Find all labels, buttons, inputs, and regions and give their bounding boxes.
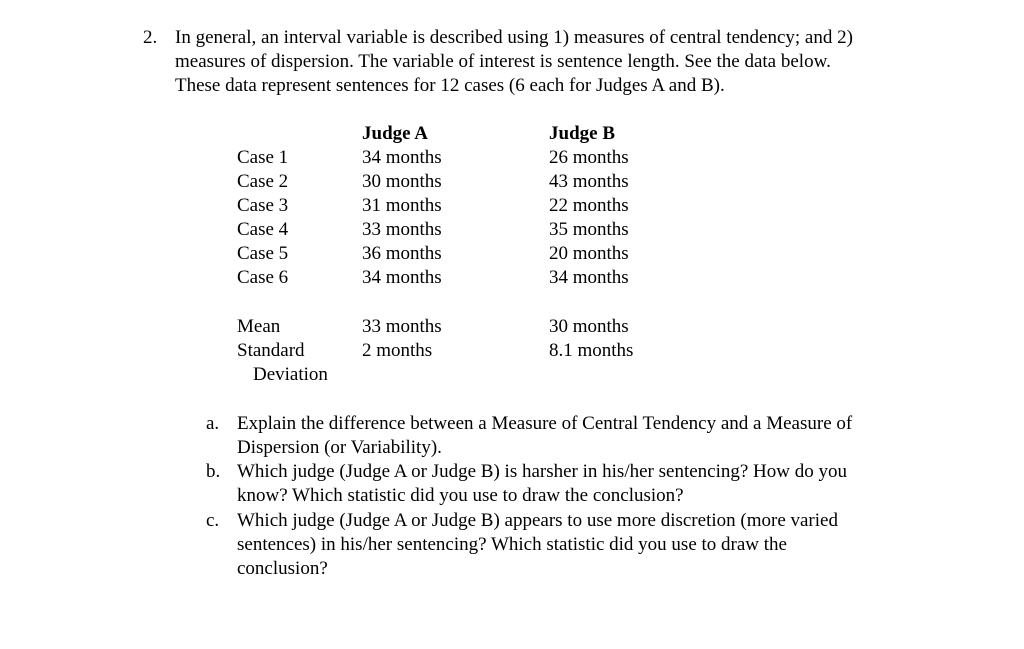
subquestion-letter: a. <box>206 413 220 434</box>
sd-label-cont: Deviation <box>253 364 328 385</box>
subquestion-text: Dispersion (or Variability). <box>237 437 442 458</box>
case-label: Case 5 <box>237 243 289 264</box>
judge-b-mean: 30 months <box>549 316 629 337</box>
case-label: Case 6 <box>237 267 289 288</box>
subquestion-letter: c. <box>206 510 220 531</box>
judge-b-value: 26 months <box>549 147 629 168</box>
intro-line: measures of dispersion. The variable of interest is sentence length. See the data below. <box>175 51 831 72</box>
subquestion-text: sentences) in his/her sentencing? Which statistic did you use to draw the <box>237 534 787 555</box>
sd-label: Standard <box>237 340 305 361</box>
judge-a-mean: 33 months <box>362 316 442 337</box>
judge-a-sd: 2 months <box>362 340 433 361</box>
subquestion-text: know? Which statistic did you use to draw the conclusion? <box>237 485 684 506</box>
case-label: Case 3 <box>237 195 289 216</box>
judge-b-value: 43 months <box>549 171 629 192</box>
subquestion-text: Which judge (Judge A or Judge B) appears to use more discretion (more varied <box>237 510 838 531</box>
case-label: Case 4 <box>237 219 289 240</box>
judge-b-value: 22 months <box>549 195 629 216</box>
judge-a-value: 33 months <box>362 219 442 240</box>
question-intro <box>175 26 935 98</box>
mean-label: Mean <box>237 316 281 337</box>
question-number: 2. <box>143 27 158 48</box>
subquestion-letter: b. <box>206 461 221 482</box>
judge-b-value: 34 months <box>549 267 629 288</box>
intro-line: In general, an interval variable is described using 1) measures of central tendency; and 2) <box>175 27 853 48</box>
judge-b-value: 20 months <box>549 243 629 264</box>
subquestion-text: conclusion? <box>237 558 328 579</box>
judge-b-value: 35 months <box>549 219 629 240</box>
judge-a-value: 34 months <box>362 147 442 168</box>
judge-a-value: 30 months <box>362 171 442 192</box>
header-judge-b: Judge B <box>549 123 615 144</box>
intro-line: These data represent sentences for 12 cases (6 each for Judges A and B). <box>175 75 725 96</box>
judge-a-value: 34 months <box>362 267 442 288</box>
judge-b-sd: 8.1 months <box>549 340 634 361</box>
judge-a-value: 36 months <box>362 243 442 264</box>
judge-a-value: 31 months <box>362 195 442 216</box>
case-label: Case 1 <box>237 147 289 168</box>
subquestion-text: Which judge (Judge A or Judge B) is harsher in his/her sentencing? How do you <box>237 461 847 482</box>
case-label: Case 2 <box>237 171 289 192</box>
header-judge-a: Judge A <box>362 123 428 144</box>
subquestion-text: Explain the difference between a Measure of Central Tendency and a Measure of <box>237 413 853 434</box>
